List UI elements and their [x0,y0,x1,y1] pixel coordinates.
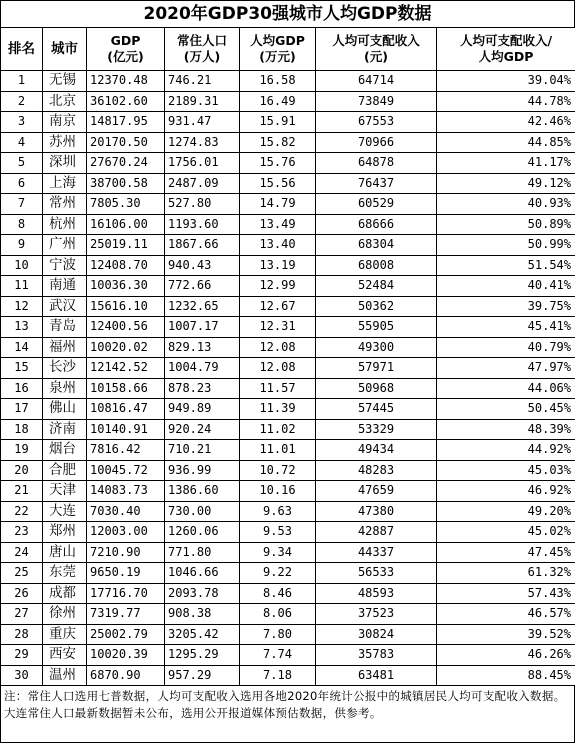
cell-population: 730.00 [165,501,240,522]
cell-disposable-income: 50968 [316,378,437,399]
cell-population: 1386.60 [165,481,240,502]
cell-per-capita-gdp: 13.40 [240,235,316,256]
cell-disposable-income: 68304 [316,235,437,256]
cell-gdp: 12408.70 [87,255,165,276]
table-row [1,542,575,563]
cell-disposable-income: 35783 [316,645,437,666]
cell-city: 合肥 [43,460,87,481]
table-row [1,583,575,604]
cell-city: 济南 [43,419,87,440]
cell-population: 746.21 [165,71,240,92]
cell-rank: 25 [1,563,43,584]
cell-rank: 1 [1,71,43,92]
cell-per-capita-gdp: 8.46 [240,583,316,604]
table-row [1,563,575,584]
table-row [1,501,575,522]
cell-income-gdp-ratio: 46.26% [437,645,575,666]
cell-city: 大连 [43,501,87,522]
cell-disposable-income: 67553 [316,112,437,133]
table-row [1,173,575,194]
cell-income-gdp-ratio: 45.41% [437,317,575,338]
gdp-table [0,27,575,686]
cell-gdp: 14083.73 [87,481,165,502]
cell-gdp: 17716.70 [87,583,165,604]
cell-per-capita-gdp: 16.58 [240,71,316,92]
cell-gdp: 15616.10 [87,296,165,317]
cell-city: 杭州 [43,214,87,235]
cell-rank: 21 [1,481,43,502]
cell-income-gdp-ratio: 46.92% [437,481,575,502]
cell-disposable-income: 49434 [316,440,437,461]
cell-income-gdp-ratio: 40.93% [437,194,575,215]
cell-per-capita-gdp: 11.02 [240,419,316,440]
cell-disposable-income: 48593 [316,583,437,604]
cell-disposable-income: 63481 [316,665,437,686]
cell-population: 1295.29 [165,645,240,666]
cell-city: 西安 [43,645,87,666]
footnote: 注：常住人口选用七普数据，人均可支配收入选用各地2020年统计公报中的城镇居民人均可支配收入数据。大连常住人口最新数据暂未公布，选用公开报道媒体预估数据，供参考。 [0,686,575,743]
cell-gdp: 7030.40 [87,501,165,522]
cell-gdp: 12400.56 [87,317,165,338]
table-row [1,132,575,153]
cell-per-capita-gdp: 10.16 [240,481,316,502]
cell-per-capita-gdp: 15.91 [240,112,316,133]
cell-city: 郑州 [43,522,87,543]
cell-income-gdp-ratio: 40.41% [437,276,575,297]
cell-gdp: 6870.90 [87,665,165,686]
cell-income-gdp-ratio: 44.06% [437,378,575,399]
header-disposable-income [316,28,437,71]
cell-population: 3205.42 [165,624,240,645]
header-city: 城市 [43,28,87,71]
cell-gdp: 12142.52 [87,358,165,379]
header-disposable-income-name: 人均可支配收入 [316,33,436,49]
cell-per-capita-gdp: 12.08 [240,358,316,379]
cell-disposable-income: 76437 [316,173,437,194]
cell-disposable-income: 55905 [316,317,437,338]
table-row [1,296,575,317]
cell-city: 深圳 [43,153,87,174]
cell-population: 2093.78 [165,583,240,604]
cell-rank: 4 [1,132,43,153]
cell-city: 南京 [43,112,87,133]
cell-income-gdp-ratio: 48.39% [437,419,575,440]
cell-income-gdp-ratio: 41.17% [437,153,575,174]
header-disposable-income-unit: (元) [316,49,436,65]
cell-rank: 19 [1,440,43,461]
table-row [1,665,575,686]
cell-gdp: 10036.30 [87,276,165,297]
cell-income-gdp-ratio: 47.45% [437,542,575,563]
table-row [1,337,575,358]
cell-disposable-income: 68008 [316,255,437,276]
cell-city: 武汉 [43,296,87,317]
cell-population: 878.23 [165,378,240,399]
cell-per-capita-gdp: 9.63 [240,501,316,522]
cell-city: 温州 [43,665,87,686]
table-row [1,645,575,666]
cell-gdp: 7805.30 [87,194,165,215]
cell-city: 青岛 [43,317,87,338]
cell-disposable-income: 30824 [316,624,437,645]
cell-per-capita-gdp: 15.76 [240,153,316,174]
cell-gdp: 10020.02 [87,337,165,358]
cell-income-gdp-ratio: 50.89% [437,214,575,235]
table-row [1,522,575,543]
cell-income-gdp-ratio: 49.20% [437,501,575,522]
cell-city: 徐州 [43,604,87,625]
cell-population: 772.66 [165,276,240,297]
cell-gdp: 16106.00 [87,214,165,235]
header-income-gdp-ratio-line1: 人均可支配收入/ [437,33,575,49]
cell-per-capita-gdp: 9.22 [240,563,316,584]
cell-population: 771.80 [165,542,240,563]
cell-income-gdp-ratio: 44.78% [437,91,575,112]
cell-disposable-income: 47380 [316,501,437,522]
cell-population: 1232.65 [165,296,240,317]
cell-city: 南通 [43,276,87,297]
cell-per-capita-gdp: 13.49 [240,214,316,235]
header-population-unit: (万人) [165,49,239,65]
cell-rank: 5 [1,153,43,174]
cell-gdp: 10816.47 [87,399,165,420]
cell-population: 949.89 [165,399,240,420]
cell-population: 931.47 [165,112,240,133]
cell-per-capita-gdp: 9.53 [240,522,316,543]
cell-rank: 27 [1,604,43,625]
cell-income-gdp-ratio: 50.45% [437,399,575,420]
cell-population: 1867.66 [165,235,240,256]
table-row [1,460,575,481]
cell-population: 2487.09 [165,173,240,194]
cell-city: 唐山 [43,542,87,563]
header-population [165,28,240,71]
cell-gdp: 7210.90 [87,542,165,563]
cell-per-capita-gdp: 15.82 [240,132,316,153]
cell-per-capita-gdp: 9.34 [240,542,316,563]
cell-per-capita-gdp: 7.80 [240,624,316,645]
table-row [1,440,575,461]
cell-income-gdp-ratio: 39.52% [437,624,575,645]
cell-income-gdp-ratio: 49.12% [437,173,575,194]
cell-disposable-income: 64714 [316,71,437,92]
table-row [1,255,575,276]
cell-gdp: 14817.95 [87,112,165,133]
table-row [1,378,575,399]
cell-city: 上海 [43,173,87,194]
cell-gdp: 9650.19 [87,563,165,584]
cell-rank: 6 [1,173,43,194]
cell-city: 常州 [43,194,87,215]
table-row [1,71,575,92]
header-rank: 排名 [1,28,43,71]
cell-income-gdp-ratio: 39.04% [437,71,575,92]
table-title: 2020年GDP30强城市人均GDP数据 [0,0,575,27]
cell-disposable-income: 68666 [316,214,437,235]
cell-disposable-income: 64878 [316,153,437,174]
cell-rank: 10 [1,255,43,276]
header-income-gdp-ratio-line2: 人均GDP [437,49,575,65]
cell-city: 广州 [43,235,87,256]
cell-gdp: 25002.79 [87,624,165,645]
cell-rank: 29 [1,645,43,666]
cell-gdp: 25019.11 [87,235,165,256]
cell-income-gdp-ratio: 61.32% [437,563,575,584]
cell-rank: 12 [1,296,43,317]
cell-income-gdp-ratio: 39.75% [437,296,575,317]
cell-income-gdp-ratio: 57.43% [437,583,575,604]
cell-gdp: 10158.66 [87,378,165,399]
table-row [1,399,575,420]
cell-per-capita-gdp: 13.19 [240,255,316,276]
cell-per-capita-gdp: 7.74 [240,645,316,666]
cell-gdp: 27670.24 [87,153,165,174]
cell-disposable-income: 42887 [316,522,437,543]
cell-gdp: 38700.58 [87,173,165,194]
cell-city: 宁波 [43,255,87,276]
cell-per-capita-gdp: 7.18 [240,665,316,686]
cell-per-capita-gdp: 14.79 [240,194,316,215]
cell-population: 829.13 [165,337,240,358]
cell-disposable-income: 44337 [316,542,437,563]
cell-income-gdp-ratio: 50.99% [437,235,575,256]
cell-gdp: 20170.50 [87,132,165,153]
cell-city: 烟台 [43,440,87,461]
cell-income-gdp-ratio: 45.03% [437,460,575,481]
cell-population: 936.99 [165,460,240,481]
cell-disposable-income: 52484 [316,276,437,297]
cell-rank: 13 [1,317,43,338]
cell-gdp: 7319.77 [87,604,165,625]
cell-per-capita-gdp: 12.67 [240,296,316,317]
cell-income-gdp-ratio: 45.02% [437,522,575,543]
cell-income-gdp-ratio: 88.45% [437,665,575,686]
cell-income-gdp-ratio: 47.97% [437,358,575,379]
cell-gdp: 12003.00 [87,522,165,543]
cell-per-capita-gdp: 15.56 [240,173,316,194]
cell-population: 920.24 [165,419,240,440]
cell-disposable-income: 37523 [316,604,437,625]
cell-rank: 2 [1,91,43,112]
cell-per-capita-gdp: 8.06 [240,604,316,625]
cell-rank: 22 [1,501,43,522]
table-row [1,194,575,215]
cell-income-gdp-ratio: 51.54% [437,255,575,276]
cell-population: 1046.66 [165,563,240,584]
cell-per-capita-gdp: 12.08 [240,337,316,358]
cell-income-gdp-ratio: 44.85% [437,132,575,153]
cell-rank: 23 [1,522,43,543]
table-row [1,604,575,625]
cell-rank: 24 [1,542,43,563]
cell-gdp: 10140.91 [87,419,165,440]
cell-population: 957.29 [165,665,240,686]
cell-rank: 30 [1,665,43,686]
table-row [1,112,575,133]
table-row [1,214,575,235]
header-income-gdp-ratio [437,28,575,71]
cell-disposable-income: 50362 [316,296,437,317]
table-row [1,358,575,379]
header-per-capita-gdp-name: 人均GDP [240,33,315,49]
cell-disposable-income: 56533 [316,563,437,584]
table-row [1,317,575,338]
cell-population: 1274.83 [165,132,240,153]
cell-disposable-income: 57445 [316,399,437,420]
cell-income-gdp-ratio: 40.79% [437,337,575,358]
cell-rank: 14 [1,337,43,358]
header-gdp-name: GDP [87,33,164,49]
cell-city: 天津 [43,481,87,502]
cell-rank: 28 [1,624,43,645]
cell-gdp: 36102.60 [87,91,165,112]
cell-disposable-income: 47659 [316,481,437,502]
cell-rank: 3 [1,112,43,133]
cell-population: 908.38 [165,604,240,625]
table-row [1,481,575,502]
cell-per-capita-gdp: 12.99 [240,276,316,297]
header-per-capita-gdp [240,28,316,71]
cell-city: 佛山 [43,399,87,420]
cell-population: 1260.06 [165,522,240,543]
table-row [1,91,575,112]
cell-disposable-income: 70966 [316,132,437,153]
cell-city: 泉州 [43,378,87,399]
header-gdp [87,28,165,71]
cell-population: 1193.60 [165,214,240,235]
cell-income-gdp-ratio: 42.46% [437,112,575,133]
cell-population: 527.80 [165,194,240,215]
cell-disposable-income: 73849 [316,91,437,112]
cell-disposable-income: 53329 [316,419,437,440]
cell-disposable-income: 57971 [316,358,437,379]
cell-per-capita-gdp: 12.31 [240,317,316,338]
cell-city: 长沙 [43,358,87,379]
cell-rank: 8 [1,214,43,235]
table-row [1,153,575,174]
table-row [1,276,575,297]
cell-gdp: 12370.48 [87,71,165,92]
cell-rank: 17 [1,399,43,420]
cell-population: 940.43 [165,255,240,276]
cell-income-gdp-ratio: 44.92% [437,440,575,461]
cell-population: 2189.31 [165,91,240,112]
header-gdp-unit: (亿元) [87,49,164,65]
cell-rank: 11 [1,276,43,297]
cell-gdp: 7816.42 [87,440,165,461]
cell-rank: 20 [1,460,43,481]
header-per-capita-gdp-unit: (万元) [240,49,315,65]
cell-income-gdp-ratio: 46.57% [437,604,575,625]
cell-rank: 16 [1,378,43,399]
header-population-name: 常住人口 [165,33,239,49]
table-row [1,419,575,440]
cell-rank: 9 [1,235,43,256]
cell-population: 1756.01 [165,153,240,174]
table-row [1,235,575,256]
cell-rank: 7 [1,194,43,215]
cell-per-capita-gdp: 10.72 [240,460,316,481]
cell-per-capita-gdp: 16.49 [240,91,316,112]
cell-per-capita-gdp: 11.39 [240,399,316,420]
header-row [1,28,575,71]
cell-city: 苏州 [43,132,87,153]
cell-rank: 26 [1,583,43,604]
cell-disposable-income: 60529 [316,194,437,215]
cell-city: 成都 [43,583,87,604]
cell-city: 福州 [43,337,87,358]
cell-per-capita-gdp: 11.57 [240,378,316,399]
cell-gdp: 10045.72 [87,460,165,481]
table-row [1,624,575,645]
cell-per-capita-gdp: 11.01 [240,440,316,461]
table-body [1,71,575,686]
cell-disposable-income: 49300 [316,337,437,358]
cell-gdp: 10020.39 [87,645,165,666]
cell-disposable-income: 48283 [316,460,437,481]
cell-city: 北京 [43,91,87,112]
cell-population: 1004.79 [165,358,240,379]
cell-city: 无锡 [43,71,87,92]
cell-population: 710.21 [165,440,240,461]
cell-population: 1007.17 [165,317,240,338]
cell-city: 重庆 [43,624,87,645]
cell-rank: 18 [1,419,43,440]
cell-rank: 15 [1,358,43,379]
cell-city: 东莞 [43,563,87,584]
